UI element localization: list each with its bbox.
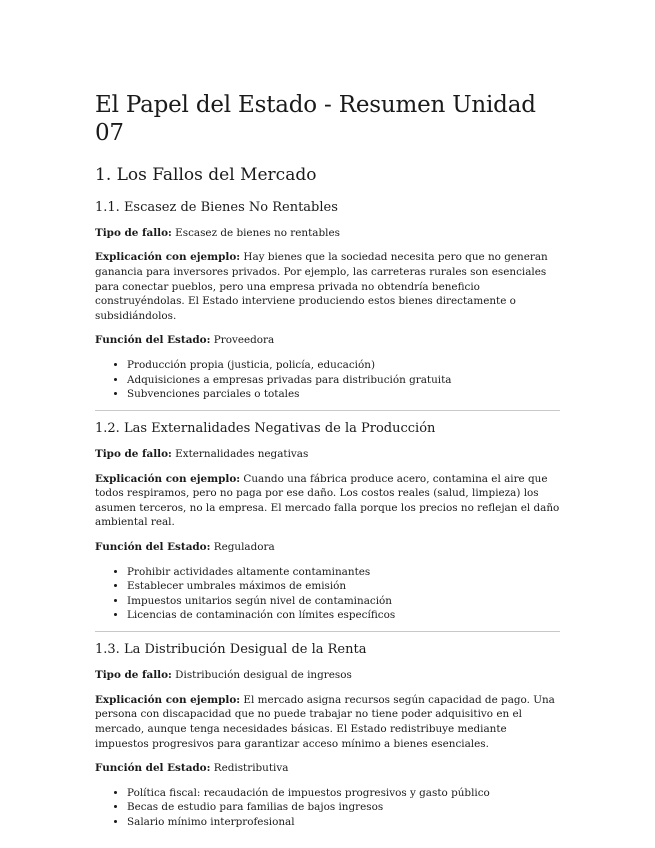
list-item: • Becas de estudio para familias de bajos ingresos (127, 800, 560, 815)
funcion-label: Función del Estado: (95, 762, 211, 775)
explicacion-value: Cuando una fábrica produce acero, contamina el aire que todos respiramos, pero no paga por ese daño. Los costos reales (salud, limpieza) los asumen terceros, no la empresa. El mercado falla porque los precios no reflejan el daño ambiental real. (95, 472, 560, 529)
funcion-label: Función del Estado: (95, 540, 211, 553)
funcion-del-estado (95, 333, 560, 348)
funcion-value: Proveedora (210, 334, 275, 347)
tipo-label: Tipo de fallo: (95, 226, 172, 239)
bullet-list (95, 358, 560, 402)
bullet-list (95, 565, 560, 623)
explicacion (95, 472, 560, 530)
tipo-de-fallo (95, 447, 560, 462)
explicacion-value: Hay bienes que la sociedad necesita pero que no generan ganancia para inversores privados. Por ejemplo, las carreteras rurales son esenciales para conectar pueblos, pero una empresa privada no obtendría beneficio construyéndolas. El Estado interviene produciendo estos bienes directamente o subsidiándolos. (95, 251, 548, 322)
tipo-de-fallo (95, 226, 560, 241)
explicacion-label: Explicación con ejemplo: (95, 693, 241, 706)
tipo-value: Distribución desigual de ingresos (171, 669, 352, 682)
divider (95, 631, 560, 632)
tipo-label: Tipo de fallo: (95, 669, 172, 682)
tipo-value: Externalidades negativas (171, 448, 309, 461)
explicacion-label: Explicación con ejemplo: (95, 251, 241, 264)
tipo-label: Tipo de fallo: (95, 448, 172, 461)
explicacion (95, 693, 560, 751)
list-item: • Adquisiciones a empresas privadas para distribución gratuita (127, 373, 560, 388)
funcion-value: Reguladora (210, 540, 275, 553)
list-item: • Impuestos unitarios según nivel de contaminación (127, 594, 560, 609)
subsection-heading: 1.1. Escasez de Bienes No Rentables (95, 199, 338, 215)
funcion-del-estado (95, 761, 560, 776)
list-item: • Política fiscal: recaudación de impuestos progresivos y gasto público (127, 786, 560, 801)
funcion-value: Redistributiva (210, 762, 289, 775)
list-item: • Establecer umbrales máximos de emisión (127, 579, 560, 594)
divider (95, 410, 560, 411)
list-item: • Licencias de contaminación con límites específicos (127, 608, 560, 623)
tipo-value: Escasez de bienes no rentables (171, 226, 340, 239)
tipo-de-fallo (95, 668, 560, 683)
list-item: • Salario mínimo interprofesional (127, 815, 560, 830)
subsection-1-2 (95, 421, 560, 623)
subsection-1-1 (95, 200, 560, 402)
list-item: • Prohibir actividades altamente contaminantes (127, 565, 560, 580)
subsection-heading: 1.2. Las Externalidades Negativas de la Producción (95, 420, 436, 436)
bullet-list (95, 786, 560, 830)
subsection-heading: 1.3. La Distribución Desigual de la Renta (95, 641, 367, 657)
section-heading: 1. Los Fallos del Mercado (95, 165, 317, 186)
list-item: • Subvenciones parciales o totales (127, 387, 560, 402)
explicacion-value: El mercado asigna recursos según capacidad de pago. Una persona con discapacidad que no puede trabajar no tiene poder adquisitivo en el mercado, aunque tenga necesidades básicas. El Estado redistribuye mediante impuestos progresivos para garantizar acceso mínimo a bienes esenciales. (95, 693, 555, 750)
subsection-1-3 (95, 642, 560, 830)
funcion-del-estado (95, 540, 560, 555)
document-title: El Papel del Estado - Resumen Unidad 07 (95, 92, 536, 146)
list-item: • Producción propia (justicia, policía, educación) (127, 358, 560, 373)
funcion-label: Función del Estado: (95, 334, 211, 347)
explicacion-label: Explicación con ejemplo: (95, 472, 241, 485)
explicacion (95, 250, 560, 323)
